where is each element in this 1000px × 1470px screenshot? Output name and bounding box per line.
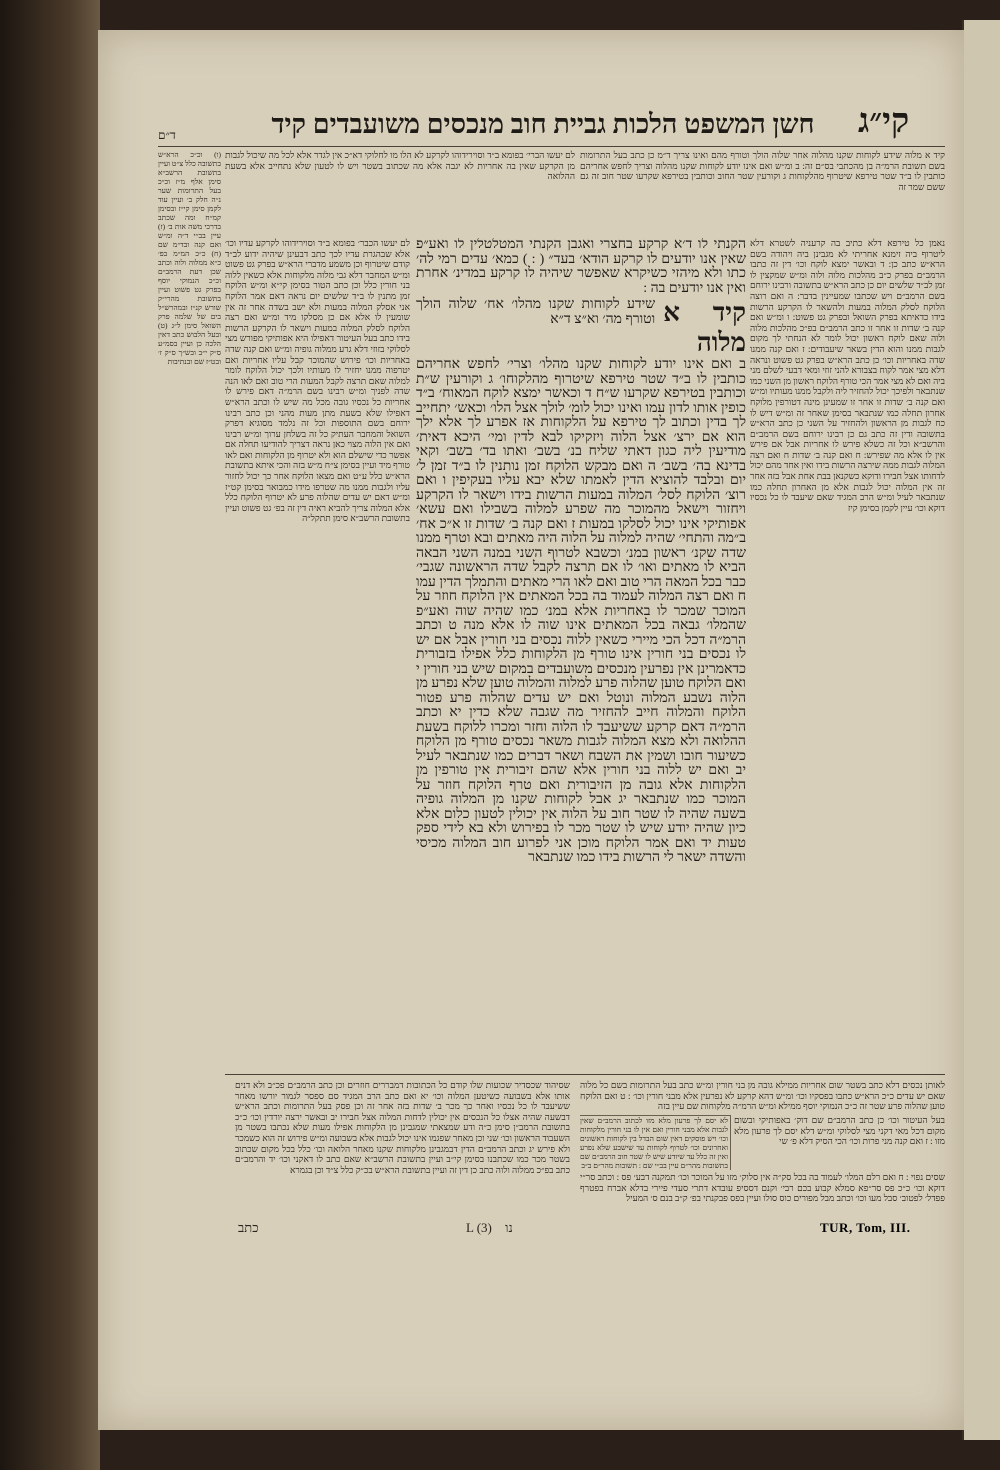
bottom-right-inset-note: לא יסם לך פרעון מלא מזו לכתוב הרמב״ם שאין לגבות אלא מבני חורין ואם אין לו בני חורין מלקוחות וכו׳ ויש פוסקים דאין שום הבדל בין לקוחות ראשונים ואחרונים וכו׳ לטרוף לקוחות עד שישבע שלא נפרע ואין זה כלל עד שיודע שיש לו שטר חוב הרמב״ם שם בתשובות מהר״ם עיין בב״י שם : תשובות מהר״ם ב״ב <box>580 1115 731 1170</box>
bottom-right-notes-beside: בעל העיטור וכו׳ כן כתב הרמב״ם שם דוק׳ באפותיקי ובשום מקום דכל מאי דקני מצי לסלוקי ומ״ש דלא יסם לך פרעון מלא מזו : ז ואם קנה מני פרות וכו׳ הכי הסיק דלא פ׳ שי <box>734 1115 945 1147</box>
signature-letter: L (3) <box>466 1220 492 1235</box>
signature-hebrew: נו <box>505 1220 513 1235</box>
section-start <box>416 298 746 358</box>
volume-label: TUR, Tom, III. <box>820 1220 911 1235</box>
bottom-left-notes: שסיהוד שכסדיר שכועות שלו קודם כל הכתובות דמבררים חוזרים וכן כתב הרמב״ם פכ״ב ולא דנים אותו אלא בשבועה כשיטען המלוה וכו׳ יא ואם כתב הרב המגיד סם ספסר לגמור יורשו מאחר ששיעבד לו כל נכסיו ואחר כך מכר ב׳ שדות בזה אחר זה וכן פסק בעל התרומות וכתב הרא״ש דבשעה שהיה אצלו כל הנכסים אין יכולין לדחות המלוה אצל חבירו יב ובאשר ירצה יורדין וכו׳ כ״כ בתשובת הרמב״ן סימן כ״ה ודע שמצאתי שמגבינן מן הלקוחות אפילו מעות שלא נכתבו בשטר מן השעבוד הראשון וכו׳ שני וכן מאחר שפגמו אינו יכול לגבות אלא בשבועה ומ״ש פירוש זה הוא כשמכר ולא פירש יג וכתב הרמב״ם הדין דבמגבינן מלקוחות שקנו מאחר הלואה וכו׳ כלל בכל מקום שכתוב בשטר מכר כמו שכתבנו בסימן קי״ב ועיין בתשובת הרשב״א שאם כתב לו דאקני וכו׳ יד והרמב״ם כתב בפ״כ ממלוה ולוה כתב כן דין זה ועיין בתשובת הרא״ש בכ״ק כלל צ״ד וכן בגמרא <box>235 1080 570 1175</box>
right-commentary-column: נאמן כל טירפא דלא כתיב בה קרעניה לשטרא דלא ליטרוף ביה זימנא אחריתי לא מגבינן ביה ויהודה בשם הרא״ש כתב כן: ד ובאשר ימצא לוקח וכו׳ דין זה כתבו הרמב״ם בפרק כ״ב מהלכות מלוה ולוה ומ״ש שמקצין לו זמן לב״ד שלשים יום כן כתב הרא״ש בתשובה ורבינו ירוחם בשם הרמב״ם ויש שכתבו שמעיינין בדבר: ה ואם רוצה הלוקח לסלק המלוה במעות ולהשאר לו הקרקע הרשות בידו כדאיתא בפרק השואל ובפרק גט פשוט: ו ומ״ש ואם קנה ב׳ שדות זו אחר זו כתב הרמב״ם בפ״כ מהלכות מלוה ולוה שאם לוקח ראשון יכול לומר לא הנחתי לך מקום לגבות ממנו והוא הדין בשאר שיעבודים: ז ואם קנה ממנו שדה באחריות וכו׳ כן כתב הרא״ש בפרק גט פשוט ונראה דלא מצי אמר לקוח בצבורא להני זוזי ומאי דבעי לשלם מני ביה ואם לא מצי אמר הכי טורף הלוקח ראשון מן השני כמו שנתבאר ולפיכך יכול להחזיר ליה ולקבל ממנו מעותיו ומ״ש ואם קנה ב׳ שדות זו אחר זו שמעינן מינה דטורפין מלוקח אחרון תחלה כמו שנתבאר בסימן שאחר זה ומ״ש דיש לו כח לגבות מן הראשון ולהחזיר על השני כן כתב הרא״ש בתשובה ודין זה כתב גם כן רבינו ירוחם בשם הרמב״ם והרשב״א וכל זה כשלא פירש לו אחריות אבל אם פירש אין לו אלא מה שפירש: ח ואם קנה ב׳ שדות ח ואם רצה המלוה לגבות ממה שירצה הרשות בידו ואין אחד מהם יכול לדחותו אצל חבירו ודוקא כשקנאן בבת אחת אבל בזה אחר זה אין המלוה יכול לגבות אלא מן האחרון תחלה כמו שנתבאר לעיל ומ״ש הרב המגיד שאם שיעבד לו כל נכסיו דוקא וכו׳ עיין לקמן בסימן קיז <box>750 238 945 513</box>
left-column-marker: ד״ם <box>158 128 176 142</box>
marginal-notes: (ו) וכ״כ הרא״ש בתשובה כלל צ״ט ועיין בתשובת הרשב״א סימן אלף מ״ז וכ״כ בעל התרומות שער נ״ה חלק ב׳ ועיין עוד לקמן סימן קי״ז ובסימן קמ״ח ומה שכתב בדרכי משה אות ב׳ (ז) עיין בב״י ד״ה ומ״ש ואם קנה ובד״מ שם (ח) כ״כ המ״מ בפ׳ כ״א ממלוה ולוה וכתב שכן דעת הרמב״ם וכ״כ הנמוקי יוסף בפרק גט פשוט ועיין בתשובת מהרי״ק שורש קנ״ז ובמהרש״ל בים של שלמה פרק השואל סימן ל״ג (ט) ובעל הלבוש כתב דאין הלכה כן ועיין בסמ״ע ס״ק י״ב ובש״ך ס״ק ז׳ ובט״ז שם ובנתיבות <box>158 150 221 366</box>
running-title: חשן המשפט הלכות גביית חוב מנכסים משועבדים קיד <box>271 109 815 139</box>
main-text-column <box>416 238 746 1064</box>
book-page <box>98 30 964 1430</box>
left-commentary-column: לם יעשו הכבר׳ בפומא ב״ד וסוירידוהו לקרקע עדיו וכו׳ אלא שבהגרת עדיו לכך כתב דבעינן שיהיה ידוע לב״ד קודם שיטרוף וכן משמע מדברי הרא״ש בפרק גט פשוט ומ״ש המחבר דלא גבי מלוה מלקוחות אלא כשאין ללוה בני חורין כלל וכן כתב הטור בסימן קי״א ומ״ש הלוקח זמן מתנין לו ב״ד שלשים יום נראה דאם אמר הלוקח אני אסלק המלוה במעות ולא ישב בשדה אחר זה אין שומעין לו אלא אם כן מסלקו מיד ומ״ש ואם רצה הלוקח לסלק המלוה במעות וישאר לו הקרקע הרשות בידו כתב בעל העיטור דאפילו היא אפותיקי מפורש מצי לסלוקי בזוזי דלא גרע ממלוה גופיה ומ״ש ואם קנה שדה באחריות וכו׳ פירוש שהמוכר קבל עליו אחריות ואם יטרפוה ממנו יחזיר לו מעותיו ולכך יכול הלוקח לומר למלוה שאם תרצה לקבל המעות הרי טוב ואם לאו הנה שדה לפניך ומ״ש רבינו בשם הרמ״ה דאם פירש לו אחריות כל נכסיו גובה מכל מה שיש לו וכתב הרא״ש דאפילו שלא בשעת מתן מעות מהני וכן כתב רבינו ירוחם בשם התוספות וכל זה נלמד מסוגיא דפרק השואל והמחבר העתיק כל זה בשלחן ערוך ומ״ש רבינו ואם אין הלוה מצוי כאן נראה דצריך להודיעו תחלה אם אפשר כדי שישלם הוא ולא יטרוף מן הלקוחות ואם לאו טורף מיד ועיין בסימן צ״ח מ״ש בזה והכי איתא בתשובת הרא״ש כלל ע״ט ואם מצאו הלוקח אחר כך יכול לחזור עליו ולגבות ממנו מה שטרפו מידו כמבואר בסימן קט״ז ומ״ש דאם יש עדים שהלוה פרע לא יטרוף הלוקח כלל אלא המלוה צריך להביא ראיה דין זה בפ׳ גט פשוט ועיין בתשובת הרשב״א סימן תתקל״ה <box>225 238 410 524</box>
main-text-intro: הקנתי לו ד׳א קרקע בחצרי ואגבן הקנתי המטלטלין לו ואע״פ שאין אנו יודעים לו קרקע הודא׳ בעד״ ( : ) כמא׳ עדים רמי לה׳ כתו ולא מיהזי כשיקרא שאפשר שיהיה לו קרקע במדינ׳ אחרת ואין אנו יודעים בה : <box>416 238 746 296</box>
book-gutter-shadow <box>0 0 100 1470</box>
section-lead: שידע לקוחות שקנו מהלו׳ אח׳ שלוה הולך וטורף מה׳ וא״צ ד״א <box>416 297 656 327</box>
footnote-rule <box>225 1074 945 1075</box>
page-number: קי״ג <box>858 103 910 140</box>
section-heading: קיד א מלוה <box>663 298 746 357</box>
signature-mark <box>466 1220 513 1236</box>
right-commentary-top: קיד א מלוה שידע לקוחות שקנו מהלוה אחר שלוה הולך וטורף מהם ואינו צריך ד״מ כן כתב בעל התרומות בשם תשובת הרמ״ה בן מהכתבי בס״ם זה: ב ומ״ש ואם אינו יודע לקוחות שקנו מהלוה וצריך לחפש אחריהם כותבין לו ב״ד שטר טירפא שיטרוף מהלקוחות ג וקורעין שטר החוב וכותבין בטירפא שקרעו שטר חוב זה גם ששם שמר זה <box>580 150 945 192</box>
bottom-right-notes-top: לאותן נכסים דלא כתב בשטר שום אחריות ממילא גובה מן בני חורין ומ״ש כתב בעל התרומות בשם כל מלוה שאם יש עדים כ״כ הרא״ש כתבו בפסקיו וכו׳ ומ״ש דהא קרקע לא נפרעין אלא מבני חורין וכו׳ : ט ואם הלוקח טוען שהלוה פרע שטר זה כ״כ הנמוקי יוסף ממילא ומ״ש הרמ״ה מלקוחות שם עיין בזה <box>580 1080 945 1112</box>
catchword: כתב <box>238 1220 259 1235</box>
header-rule <box>158 146 945 147</box>
left-commentary-top: לם יעשו הברי׳ בפומא ב״ד וסוירידוהו לקרקע לא הלו מו לחלוקי דא״כ אין לגדר אלא לכל מה שיכול לגבות מן הקרקע שאין בה אחריות לא יגבה אלא מה שכתוב בשטר ויש לו לטעון שלא נתחייב אלא בשעת ההלואה <box>225 150 575 182</box>
main-text-body: ב ואם אינו יודע לקוחות שקנו מהלו׳ וצרי׳ לחפש אחריהם כותבין לו ב״ד שטר טירפא שיטרוף מהלקוחו׳ ג וקורעין ש״ת וכותבין בטירפא שקרעו ש״ח ד וכאשר ימצא לוקח המאוח׳ ב״ד כופין אותו לדון עמו ואינו יכול לומ׳ לולך אצל הלו׳ וכאש׳ יתחייב לך בדין וכתוב לך טירפא על הלקוחות אז אפרע לך אלא ילך הוא אם ירצ׳ אצל הלוה ויזקיקו לבא לדין ומי׳ היכא דאית׳ מודיעין ליה כגון דאתי שליח בנ׳ בשב׳ ואתו בד׳ בשב׳ וקאי בדינא בה׳ בשב׳ ה ואם מבקש הלוקח זמן נותנין לו ב״ד זמן ל׳ יום ובלבד להוציא הדין לאמתו שלא יבא עליו בעקיפין ו ואם רוצ׳ הלוקח לסל׳ המלוה במעות הרשות בידו וישאר לו הקרקע ויחזור וישאל מהמוכר מה שפרע למלוה בשבילו ואם עשא׳ אפותיקי אינו יכול לסלקו במעות ז ואם קנה ב׳ שדות זו א״כ אח׳ ב״מה והתחי׳ שהיה למלוה על הלוה היה מאתים ובא וטרף ממנו שדה שקנ׳ ראשון במנ׳ וכשבא לטרוף השני במנה השני הבאה הביא לו מאתים ואו׳ לו אם תרצה לקבל שדה הראשונה שגבי׳ כבר בכל המאה הרי טוב ואם לאו הרי מאתים והתמלך הדין עמו ח ואם רצה המלוה לעמוד בה בכל המאתים אין הלוקח חוזר על המוכר שמכר לו באחריות אלא במנ׳ כמו שהיה שוה ואע״פ שהמלו׳ גבאה בכל המאתים אינו שוה לו אלא מנה ט וכתב הרמ״ה דכל הכי מיירי כשאין ללוה נכסים בני חורין אבל אם יש לו נכסים בני חורין אינו טורף מן הלקוחות כלל אפילו בזבורית כדאמרינן אין נפרעין מנכסים משועבדים במקום שיש בני חורין י ואם הלוקח טוען שהלוה פרע למלוה והמלוה טוען שלא נפרע מן הלוה נשבע המלוה ונוטל ואם יש עדים שהלוה פרע פטור הלוקח והמלוה חייב להחזיר מה שגבה שלא כדין יא וכתב הרמ״ה דאם קרקע ששיעבד לו הלוה וחזר ומכרו ללוקח בשעת ההלואה ולא מצא המלוה לגבות משאר נכסים טורף מן הלוקח כשיעור חובו ושמין את השבח ושאר דברים כמו שנתבאר לעיל יב ואם יש ללוה בני חורין אלא שהם זיבורית אין טורפין מן הלקוחות אלא גובה מן הזיבורית ואם טרף הלוקח חוזר על המוכר כמו שנתבאר יג אבל לקוחות שקנו מן המלוה גופיה בשעה שהיה לו שטר חוב על הלוה אין יכולין לטעון כלום אלא כיון שהיה יודע שיש לו שטר מכר לו בפירוש ולא בא לידי ספק טעות יד ואם אמר הלוקח מוכן אני לפרוע חוב המלוה מכיסי והשדה ישאר לי הרשות בידו כמו שנתבאר <box>416 357 746 865</box>
adjacent-page-edge <box>962 20 1000 1440</box>
bottom-right-notes-lower: שסים נפוי : ח ואם רלם המלו׳ לעמוד בה בכל סק״ה אין סלוק׳ מזו על המוכר וכו׳ תמקנה דבע׳ פס : וכתב סר״י דוקא וכו׳ כ״כ פס סר״פא סמלא קבוע בכם רבי׳ וקנם דססיפ עובדא דתרי סעדי פיירי בדלא אברח בפטרף פפדל׳ לפטוב׳ סבל מעו וכו׳ וכתב מבל מפורים כוס סולו ועיין בפס פבקנתי בפ׳ ק״ב בנם ס׳ המעיל <box>580 1172 945 1204</box>
